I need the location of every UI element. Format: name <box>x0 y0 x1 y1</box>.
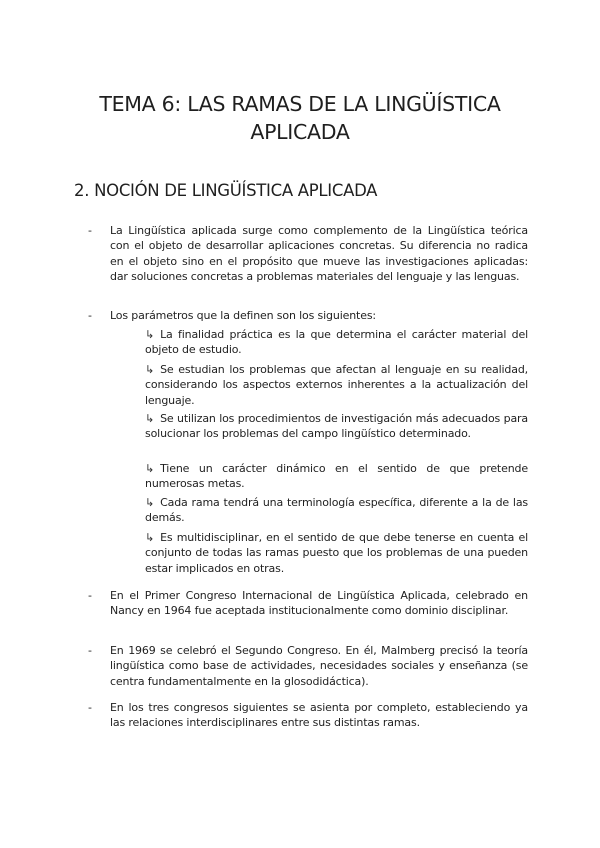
sub-item <box>145 461 528 492</box>
sub-item-text: Se utilizan los procedimientos de investigación más adecuados para solucionar los problemas del campo lingüístico determinado. <box>145 412 528 441</box>
paragraph-following-congresses: En los tres congresos siguientes se asienta por completo, estableciendo ya las relaciones interdisciplinares entre sus distintas ramas. <box>110 701 528 730</box>
sub-item <box>145 530 528 576</box>
bullet-marker: - <box>88 589 92 602</box>
sub-item-text: La finalidad práctica es la que determina el carácter material del objeto de estudio. <box>145 328 528 357</box>
sub-item-text: Es multidisciplinar, en el sentido de que debe tenerse en cuenta el conjunto de todas las ramas puesto que los problemas de una pueden estar implicados en otras. <box>145 531 528 575</box>
paragraph-intro: La Lingüística aplicada surge como complemento de la Lingüística teórica con el objeto de desarrollar aplicaciones concretas. Su diferencia no radica en el objeto sino en el propósito que mueve las investigaciones aplicadas: dar soluciones concretas a problemas materiales del lenguaje y las lenguas. <box>110 224 528 284</box>
sub-item <box>145 327 528 358</box>
return-arrow-icon: ↳ <box>145 363 155 376</box>
return-arrow-icon: ↳ <box>145 412 155 425</box>
return-arrow-icon: ↳ <box>145 496 155 509</box>
paragraph-first-congress: En el Primer Congreso Internacional de Lingüística Aplicada, celebrado en Nancy en 1964 fue aceptada institucionalmente como dominio disciplinar. <box>110 589 528 618</box>
return-arrow-icon: ↳ <box>145 462 155 475</box>
sub-item <box>145 411 528 442</box>
bullet-marker: - <box>88 224 92 237</box>
bullet-marker: - <box>88 701 92 714</box>
return-arrow-icon: ↳ <box>145 531 155 544</box>
bullet-marker: - <box>88 309 92 322</box>
paragraph-second-congress: En 1969 se celebró el Segundo Congreso. En él, Malmberg precisó la teoría lingüística como base de actividades, necesidades sociales y enseñanza (se centra fundamentalmente en la glosodidáctica). <box>110 644 528 688</box>
sub-item-text: Tiene un carácter dinámico en el sentido de que pretende numerosas metas. <box>145 462 528 491</box>
return-arrow-icon: ↳ <box>145 328 155 341</box>
paragraph-parameters: Los parámetros que la definen son los siguientes: <box>110 309 376 322</box>
section-heading: 2. NOCIÓN DE LINGÜÍSTICA APLICADA <box>74 181 378 200</box>
sub-item-text: Cada rama tendrá una terminología específica, diferente a la de las demás. <box>145 496 528 525</box>
page-title: TEMA 6: LAS RAMAS DE LA LINGÜÍSTICA APLICADA <box>99 92 501 144</box>
sub-item <box>145 362 528 408</box>
bullet-marker: - <box>88 644 92 657</box>
sub-item <box>145 495 528 526</box>
sub-item-text: Se estudian los problemas que afectan al lenguaje en su realidad, considerando los aspectos externos inherentes a la actualización del lenguaje. <box>145 363 528 407</box>
